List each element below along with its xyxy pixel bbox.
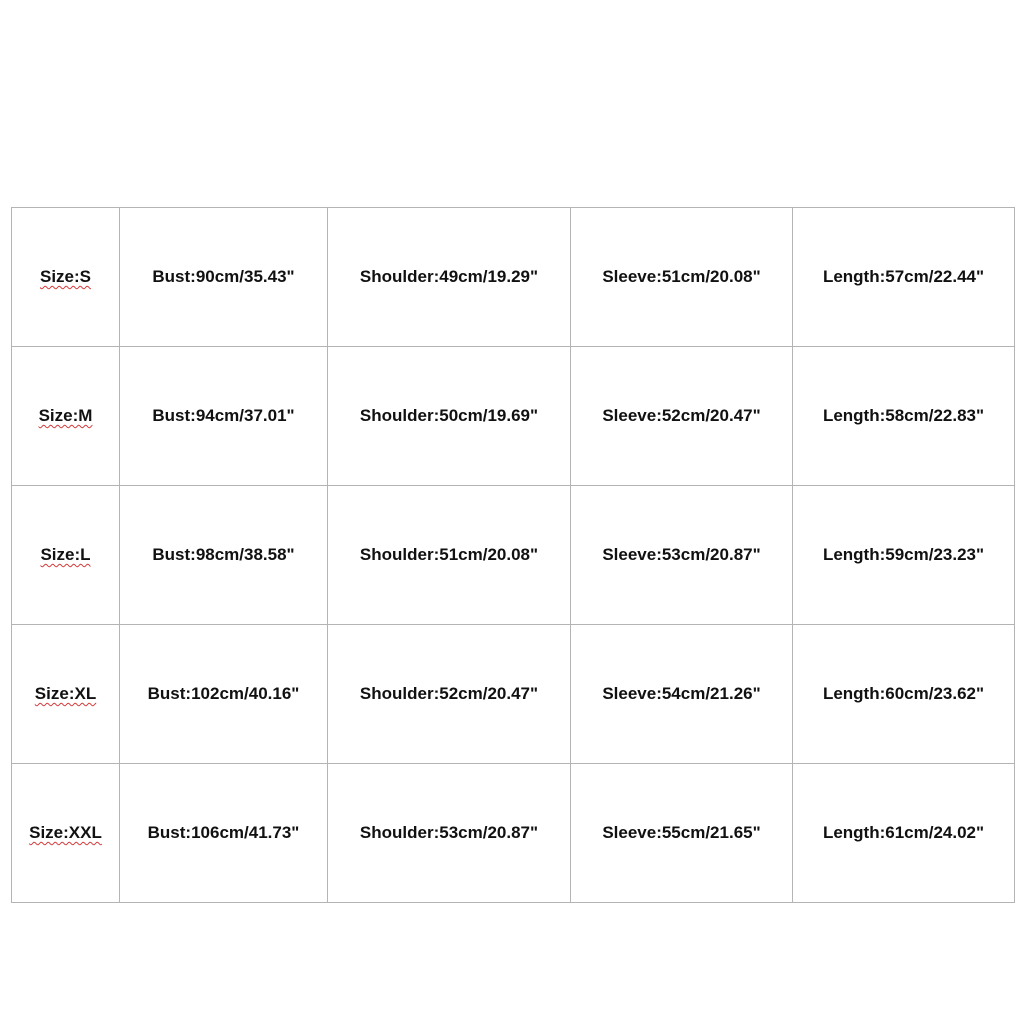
- size-cell: [12, 625, 120, 764]
- size-cell: [12, 208, 120, 347]
- shoulder-cell: Shoulder:52cm/20.47": [328, 625, 571, 764]
- bust-cell: Bust:90cm/35.43": [120, 208, 328, 347]
- length-cell: Length:58cm/22.83": [793, 347, 1015, 486]
- bust-cell: Bust:94cm/37.01": [120, 347, 328, 486]
- sleeve-cell: Sleeve:55cm/21.65": [571, 764, 793, 903]
- size-label: Size:M: [38, 406, 93, 425]
- size-label: Size:XL: [34, 684, 97, 703]
- bust-cell: Bust:106cm/41.73": [120, 764, 328, 903]
- size-label: Size:S: [39, 267, 92, 286]
- shoulder-cell: Shoulder:51cm/20.08": [328, 486, 571, 625]
- sleeve-cell: Sleeve:51cm/20.08": [571, 208, 793, 347]
- table-row: [12, 347, 1015, 486]
- size-cell: [12, 764, 120, 903]
- table-row: [12, 208, 1015, 347]
- bust-cell: Bust:98cm/38.58": [120, 486, 328, 625]
- size-cell: [12, 486, 120, 625]
- size-cell: [12, 347, 120, 486]
- table-row: [12, 625, 1015, 764]
- length-cell: Length:61cm/24.02": [793, 764, 1015, 903]
- shoulder-cell: Shoulder:53cm/20.87": [328, 764, 571, 903]
- shoulder-cell: Shoulder:49cm/19.29": [328, 208, 571, 347]
- sleeve-cell: Sleeve:53cm/20.87": [571, 486, 793, 625]
- shoulder-cell: Shoulder:50cm/19.69": [328, 347, 571, 486]
- size-label: Size:L: [40, 545, 91, 564]
- sleeve-cell: Sleeve:52cm/20.47": [571, 347, 793, 486]
- bust-cell: Bust:102cm/40.16": [120, 625, 328, 764]
- length-cell: Length:59cm/23.23": [793, 486, 1015, 625]
- size-label: Size:XXL: [29, 823, 102, 842]
- length-cell: Length:60cm/23.62": [793, 625, 1015, 764]
- table-row: [12, 764, 1015, 903]
- size-chart-table: [11, 207, 1015, 903]
- table-row: [12, 486, 1015, 625]
- length-cell: Length:57cm/22.44": [793, 208, 1015, 347]
- sleeve-cell: Sleeve:54cm/21.26": [571, 625, 793, 764]
